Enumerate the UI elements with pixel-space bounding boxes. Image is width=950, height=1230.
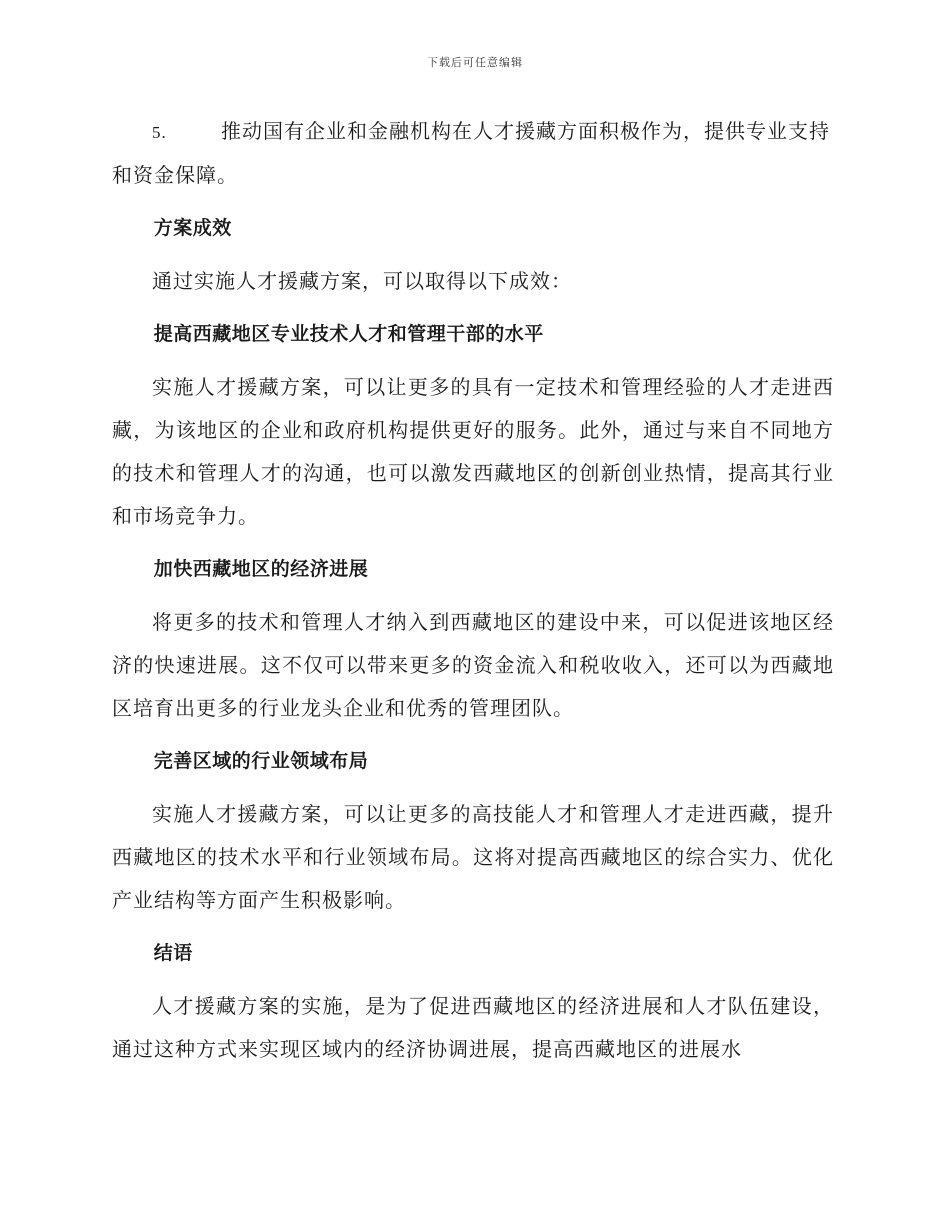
conclusion-paragraph: 人才援藏方案的实施，是为了促进西藏地区的经济进展和人才队伍建设，通过这种方式来实现区域内的经济协调进展，提高西藏地区的进展水	[112, 994, 834, 1061]
subsection-heading-economy: 加快西藏地区的经济进展	[153, 558, 369, 580]
section-heading-results: 方案成效	[153, 217, 232, 239]
subsection-paragraph-talent-level: 实施人才援藏方案，可以让更多的具有一定技术和管理经验的人才走进西藏，为该地区的企业和政府机构提供更好的服务。此外，通过与来自不同地方的技术和管理人才的沟通，也可以激发西藏地区的创新创业热情，提高其行业和市场竞争力。	[112, 375, 834, 528]
list-item-text: 推动国有企业和金融机构在人才援藏方面积极作为，提供专业支持和资金保障。	[112, 119, 830, 187]
subsection-paragraph-industry-layout: 实施人才援藏方案，可以让更多的高技能人才和管理人才走进西藏，提升西藏地区的技术水平和行业领域布局。这将对提高西藏地区的综合实力、优化产业结构等方面产生积极影响。	[112, 802, 834, 912]
conclusion-heading: 结语	[153, 942, 193, 964]
section-intro-paragraph: 通过实施人才援藏方案，可以取得以下成效：	[152, 269, 572, 293]
list-item-5	[112, 110, 834, 197]
list-number: 5.	[152, 123, 167, 142]
subsection-heading-industry-layout: 完善区域的行业领域布局	[153, 750, 369, 772]
page-header: 下载后可任意编辑	[427, 56, 523, 69]
document-body	[112, 110, 834, 1081]
subsection-paragraph-economy: 将更多的技术和管理人才纳入到西藏地区的建设中来，可以促进该地区经济的快速进展。这不仅可以带来更多的资金流入和税收收入，还可以为西藏地区培育出更多的行业龙头企业和优秀的管理团队。	[112, 610, 834, 720]
subsection-heading-talent-level: 提高西藏地区专业技术人才和管理干部的水平	[153, 323, 544, 345]
